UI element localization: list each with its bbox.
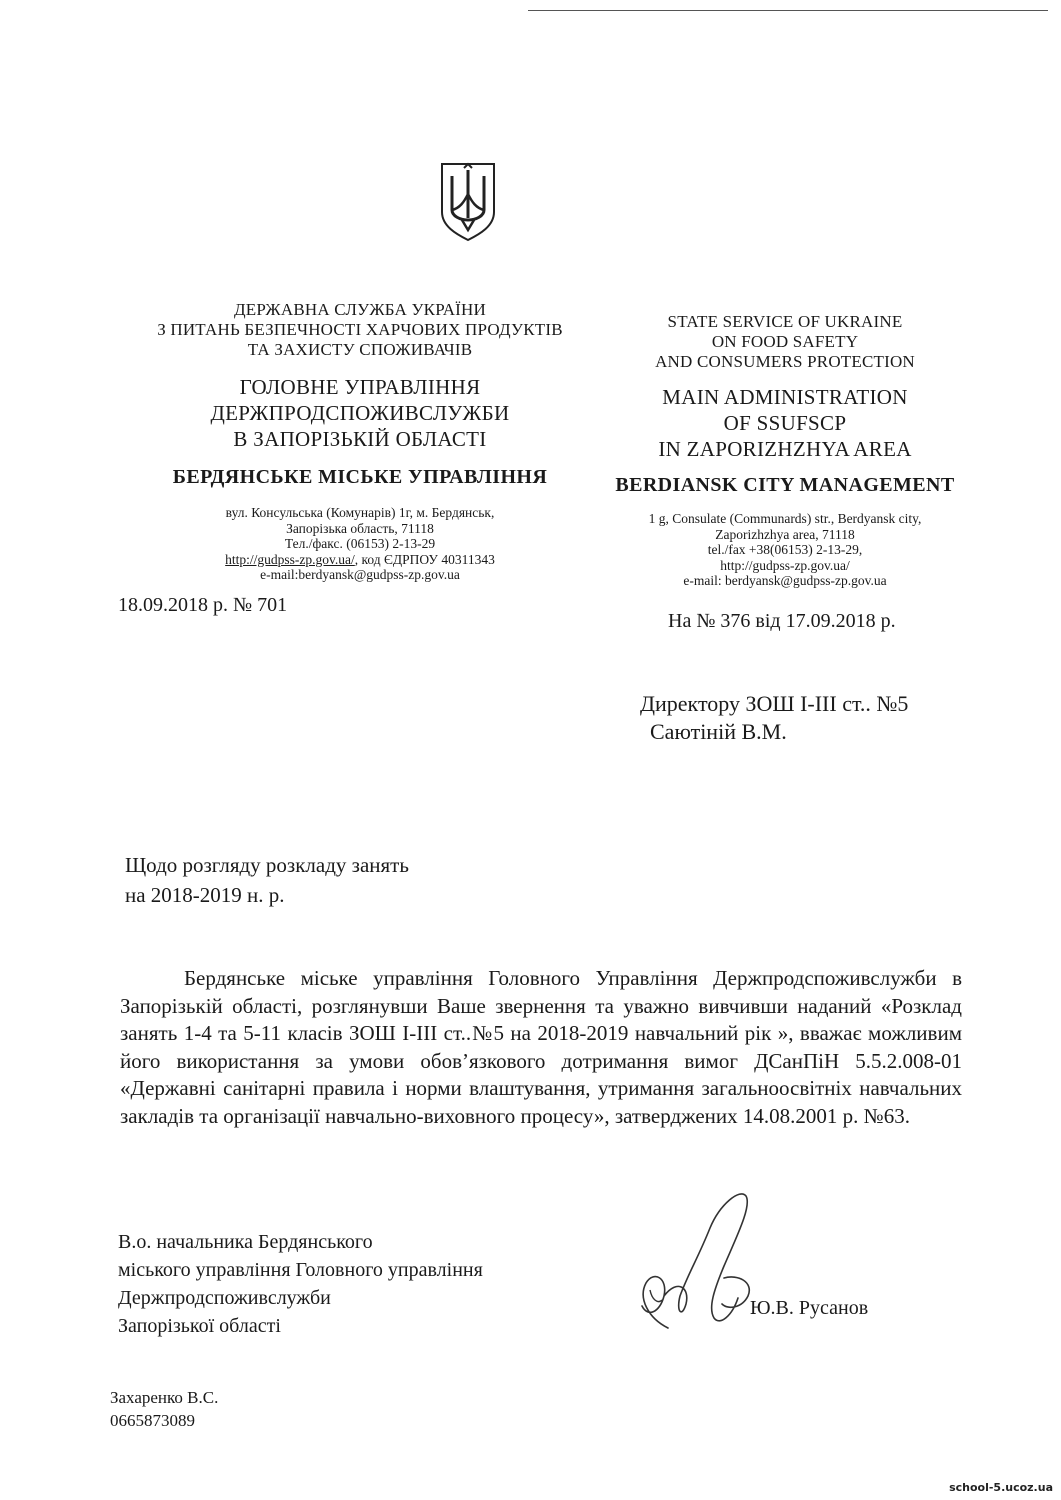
address-ua-line3: Тел./факс. (06153) 2-13-29 (284, 536, 436, 551)
signatory-line1: В.о. начальника Бердянського (118, 1231, 373, 1253)
header-en-line2: ON FOOD SAFETY (711, 332, 859, 351)
address-ua-line1: вул. Консульська (Комунарів) 1г, м. Бердянськ, (225, 505, 495, 520)
header-en-line5: OF SSUFSCP (723, 411, 847, 435)
top-border-line (528, 10, 1048, 11)
executor-name: Захаренко В.С. (110, 1388, 219, 1407)
signatory-name: Ю.В. Русанов (750, 1297, 869, 1319)
edrpou-code: , код ЄДРПОУ 40311343 (354, 551, 495, 567)
header-ua-address (130, 505, 590, 583)
recipient-name: Саютіній В.М. (650, 719, 787, 744)
letter-body-text: Бердянське міське управління Головного Управління Держпродспоживслужби в Запорізькій області, розглянувши Ваше звернення та уважно вивчивши наданий «Розклад занять 1-4 та 5-11 класів ЗОШ І-ІІІ ст..№5 на 2018-2019 навчальний рік », вважає можливим його використання за умови обов’язкового дотримання вимог ДСанПіН 5.5.2.008-01 «Державні санітарні правила і норми влаштування, утримання загальноосвітніх навчальних закладів та організації навчально-виховного процесу», затверджених 14.08.2001 р. №63. (120, 966, 962, 1128)
header-en-line3: AND CONSUMERS PROTECTION (655, 352, 915, 371)
header-en-line6: IN ZAPORIZHZHYA AREA (658, 437, 912, 461)
address-en-line1: 1 g, Consulate (Communards) str., Berdyansk city, (648, 511, 922, 526)
header-ua-line2: З ПИТАНЬ БЕЗПЕЧНОСТІ ХАРЧОВИХ ПРОДУКТІВ (157, 320, 563, 339)
executor-info (110, 1386, 218, 1432)
subject-line1: Щодо розгляду розкладу занять (125, 853, 409, 877)
signatory-line2: міського управління Головного управління (118, 1259, 483, 1281)
header-en-department: BERDIANSK CITY MANAGEMENT (615, 474, 955, 496)
outgoing-reference: 18.09.2018 р. № 701 (118, 594, 288, 616)
header-ua-line3: ТА ЗАХИСТУ СПОЖИВАЧІВ (247, 340, 473, 359)
incoming-reference: На № 376 від 17.09.2018 р. (668, 610, 896, 632)
signatory-title (118, 1228, 483, 1340)
recipient (640, 690, 908, 746)
address-en-line3: tel./fax +38(06153) 2-13-29, (707, 542, 863, 557)
site-watermark: school-5.ucoz.ua (949, 1481, 1053, 1494)
coat-of-arms-trident-icon (438, 160, 498, 242)
header-ua-line6: В ЗАПОРІЗЬКІЙ ОБЛАСТІ (233, 427, 487, 451)
header-en-address (590, 511, 980, 589)
header-en-line4: MAIN ADMINISTRATION (662, 385, 908, 409)
signatory-line4: Запорізької області (118, 1315, 281, 1337)
header-ua-line5: ДЕРЖПРОДСПОЖИВСЛУЖБИ (210, 401, 510, 425)
subject-line2: на 2018-2019 н. р. (125, 883, 285, 907)
address-ua-line2: Запорізька область, 71118 (286, 520, 434, 536)
website-link[interactable]: http://gudpss-zp.gov.ua/ (225, 551, 355, 567)
header-ukrainian (130, 300, 590, 583)
recipient-position: Директору ЗОШ І-ІІІ ст.. №5 (640, 691, 909, 716)
subject (125, 850, 409, 910)
executor-phone: 0665873089 (110, 1411, 195, 1430)
header-en-line1: STATE SERVICE OF UKRAINE (667, 312, 903, 331)
letter-body (120, 965, 962, 1130)
signatory-line3: Держпродспоживслужби (118, 1287, 331, 1309)
header-ua-department: БЕРДЯНСЬКЕ МІСЬКЕ УПРАВЛІННЯ (172, 466, 548, 488)
address-en-line4: http://gudpss-zp.gov.ua/ (720, 557, 850, 573)
address-ua-line4 (130, 552, 590, 568)
address-en-email: e-mail: berdyansk@gudpss-zp.gov.ua (683, 573, 887, 588)
address-en-line2: Zaporizhzhya area, 71118 (715, 526, 855, 542)
header-english (590, 312, 980, 589)
address-ua-email: e-mail:berdyansk@gudpss-zp.gov.ua (260, 567, 460, 582)
header-ua-line4: ГОЛОВНЕ УПРАВЛІННЯ (239, 375, 481, 399)
header-ua-line1: ДЕРЖАВНА СЛУЖБА УКРАЇНИ (233, 300, 486, 319)
